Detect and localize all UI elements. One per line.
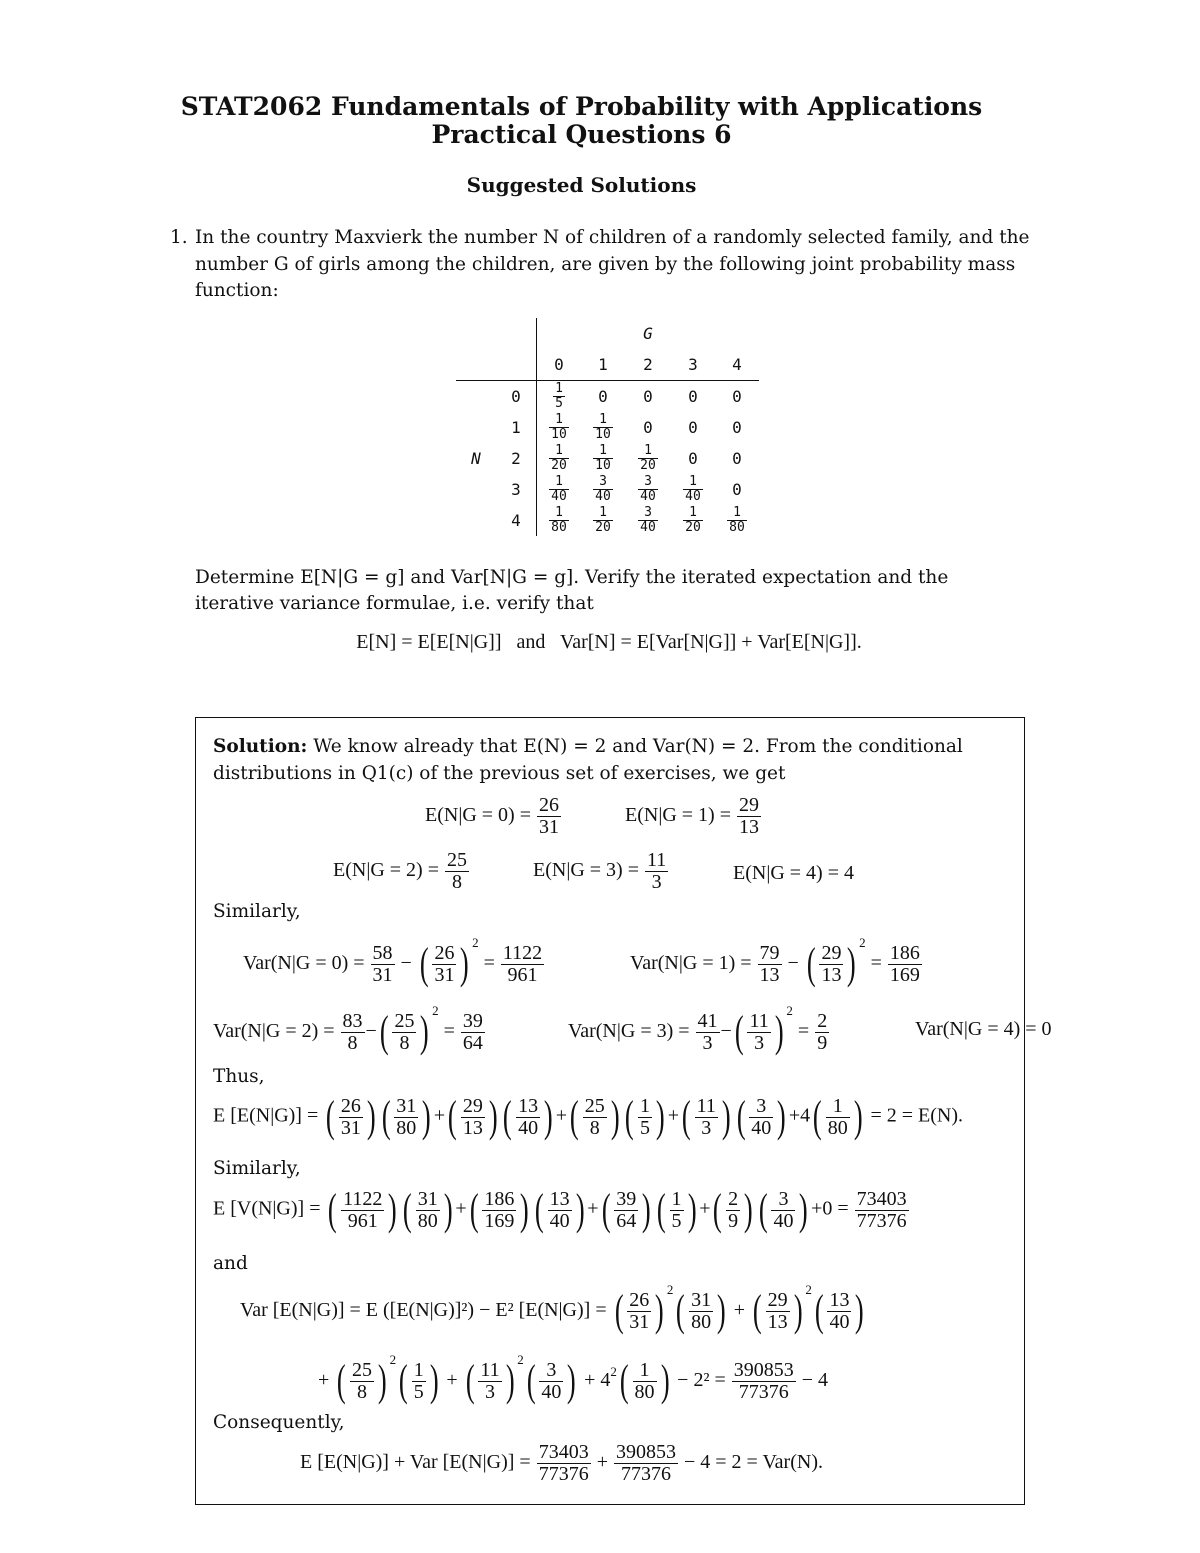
cond-exp-g2: E(N|G = 2) = $\frac{25}{8}$ (333, 849, 467, 893)
determine-line1: Determine E[N|G = g] and Var[N|G = g]. Verify the iterated expectation and the (195, 567, 949, 588)
row-variable-label (456, 474, 496, 505)
table-cell: $\frac{1}{20}$ (537, 443, 582, 474)
suggested-solutions-heading: Suggested Solutions (466, 173, 697, 197)
table-cell: $\frac{1}{20}$ (595, 505, 611, 535)
table-cell: $\frac{1}{20}$ (640, 443, 656, 473)
table-row (456, 474, 759, 505)
table-cell: 0 (732, 418, 742, 437)
solution-intro-line2: distributions in Q1(c) of the previous set of exercises, we get (213, 763, 786, 784)
table-cell: $\frac{1}{80}$ (537, 505, 582, 536)
table-cell: 0 (732, 387, 742, 406)
variance-of-cond-exp-line2: + ( $\frac{25}{8}$ ) $^2$( $\frac{1}{5}$ ) + ( $\frac{11}{3}$ ) $^2$( $\frac{3}{40}$ ) + $4^2$( $\frac{1}{80}$ ) − 2² = $\frac{390853}{77376}$ − 4 (318, 1352, 829, 1406)
table-cell: $\frac{1}{40}$ (537, 474, 582, 505)
cond-var-g3: Var(N|G = 3) = $\frac{41}{3}$ −( $\frac{11}{3}$ ) $^2$ = $\frac{2}{9}$ (568, 1003, 828, 1057)
variance-of-cond-exp-line1: Var [E(N|G)] = E ([E(N|G)]²) − E² [E(N|G)] = ( $\frac{26}{31}$ ) $^2$( $\frac{31}{80}$ ) + ( $\frac{29}{13}$ ) $^2$( $\frac{13}{40}$ ) (240, 1282, 865, 1336)
col-header: 1 (598, 355, 608, 374)
table-cell: $\frac{1}{10}$ (595, 412, 611, 442)
question-text-line1: In the country Maxvierk the number N of children of a randomly selected family, and the (195, 227, 1030, 248)
col-header: 0 (537, 349, 582, 381)
table-cell: 0 (643, 418, 653, 437)
table-cell: $\frac{1}{20}$ (685, 505, 701, 535)
expected-conditional-variance: E [V(N|G)] = ( $\frac{1122}{961}$ ) ( $\frac{31}{80}$ ) +( $\frac{186}{169}$ ) ( $\frac{13}{40}$ ) +( $\frac{39}{64}$ ) ( $\frac{1}{5}$ ) +( $\frac{2}{9}$ ) ( $\frac{3}{40}$ ) +0 = $\frac{73403}{77376}$ (213, 1185, 907, 1234)
row-variable-label (456, 381, 496, 413)
consequently-label: Consequently, (213, 1412, 345, 1433)
table-cell: $\frac{3}{40}$ (595, 474, 611, 504)
row-header: 0 (511, 387, 521, 406)
col-variable-label: G (537, 318, 760, 349)
col-header: 2 (643, 355, 653, 374)
table-cell: $\frac{1}{80}$ (729, 505, 745, 535)
table-cell: $\frac{3}{40}$ (640, 505, 656, 535)
cond-var-g2: Var(N|G = 2) = $\frac{83}{8}$ −( $\frac{25}{8}$ ) $^2$ = $\frac{39}{64}$ (213, 1003, 483, 1057)
table-cell: 0 (688, 449, 698, 468)
cond-exp-g4: E(N|G = 4) = 4 (733, 862, 854, 884)
table-cell: $\frac{1}{10}$ (537, 412, 582, 443)
determine-line2: iterative variance formulae, i.e. verify that (195, 593, 594, 614)
table-cell: 0 (732, 480, 742, 499)
final-verification: E [E(N|G)] + Var [E(N|G)] = $\frac{73403}{77376}$ + $\frac{390853}{77376}$ − 4 = 2 = Var(N). (300, 1441, 823, 1485)
row-variable-label (456, 505, 496, 536)
table-cell: 0 (688, 418, 698, 437)
solution-label: Solution: (213, 736, 308, 757)
similarly-2: Similarly, (213, 1158, 301, 1179)
iterated-formula: E[N] = E[E[N|G]] and Var[N] = E[Var[N|G]] + Var[E[N|G]]. (356, 631, 862, 653)
table-cell: $\frac{1}{10}$ (595, 443, 611, 473)
row-header: 3 (511, 480, 521, 499)
table-row (456, 381, 759, 413)
cond-exp-g1: E(N|G = 1) = $\frac{29}{13}$ (625, 794, 759, 838)
col-header: 4 (732, 355, 742, 374)
iterated-expectation: E [E(N|G)] = ( $\frac{26}{31}$ ) ( $\frac{31}{80}$ ) +( $\frac{29}{13}$ ) ( $\frac{13}{40}$ ) +( $\frac{25}{8}$ ) ( $\frac{1}{5}$ ) +( $\frac{11}{3}$ ) ( $\frac{3}{40}$ ) +4( $\frac{1}{80}$ ) = 2 = E(N). (213, 1092, 963, 1141)
page-subtitle: Practical Questions 6 (431, 120, 732, 149)
row-header: 2 (511, 449, 521, 468)
cond-exp-g3: E(N|G = 3) = $\frac{11}{3}$ (533, 849, 667, 893)
similarly-1: Similarly, (213, 901, 301, 922)
table-cell: $\frac{1}{40}$ (685, 474, 701, 504)
and-label: and (213, 1253, 248, 1274)
table-cell: $\frac{3}{40}$ (640, 474, 656, 504)
table-cell: 0 (598, 387, 608, 406)
row-header: 4 (511, 511, 521, 530)
table-row (456, 443, 759, 474)
question-number: 1. (170, 227, 188, 248)
thus-label: Thus, (213, 1066, 265, 1087)
col-header: 3 (688, 355, 698, 374)
solution-intro-line1: We know already that E(N) = 2 and Var(N) = 2. From the conditional (313, 736, 963, 757)
table-cell: 0 (688, 387, 698, 406)
table-cell: $\frac{1}{5}$ (537, 381, 582, 413)
question-text-line2: number G of girls among the children, are given by the following joint probability mass (195, 254, 1016, 275)
question-text-line3: function: (195, 280, 279, 301)
row-variable-label (456, 412, 496, 443)
cond-exp-g0: E(N|G = 0) = $\frac{26}{31}$ (425, 794, 559, 838)
cond-var-g0: Var(N|G = 0) = $\frac{58}{31}$ − ( $\frac{26}{31}$ ) $^2$ = $\frac{1122}{961}$ (243, 935, 543, 989)
table-cell: 0 (643, 387, 653, 406)
row-header: 1 (511, 418, 521, 437)
table-row (456, 505, 759, 536)
cond-var-g4: Var(N|G = 4) = 0 (915, 1018, 1052, 1040)
table-cell: 0 (732, 449, 742, 468)
joint-pmf-table (456, 318, 759, 536)
cond-var-g1: Var(N|G = 1) = $\frac{79}{13}$ − ( $\frac{29}{13}$ ) $^2$ = $\frac{186}{169}$ (630, 935, 920, 989)
row-variable-label: N (471, 449, 481, 468)
page-title: STAT2062 Fundamentals of Probability with Applications (180, 92, 983, 121)
table-row (456, 412, 759, 443)
